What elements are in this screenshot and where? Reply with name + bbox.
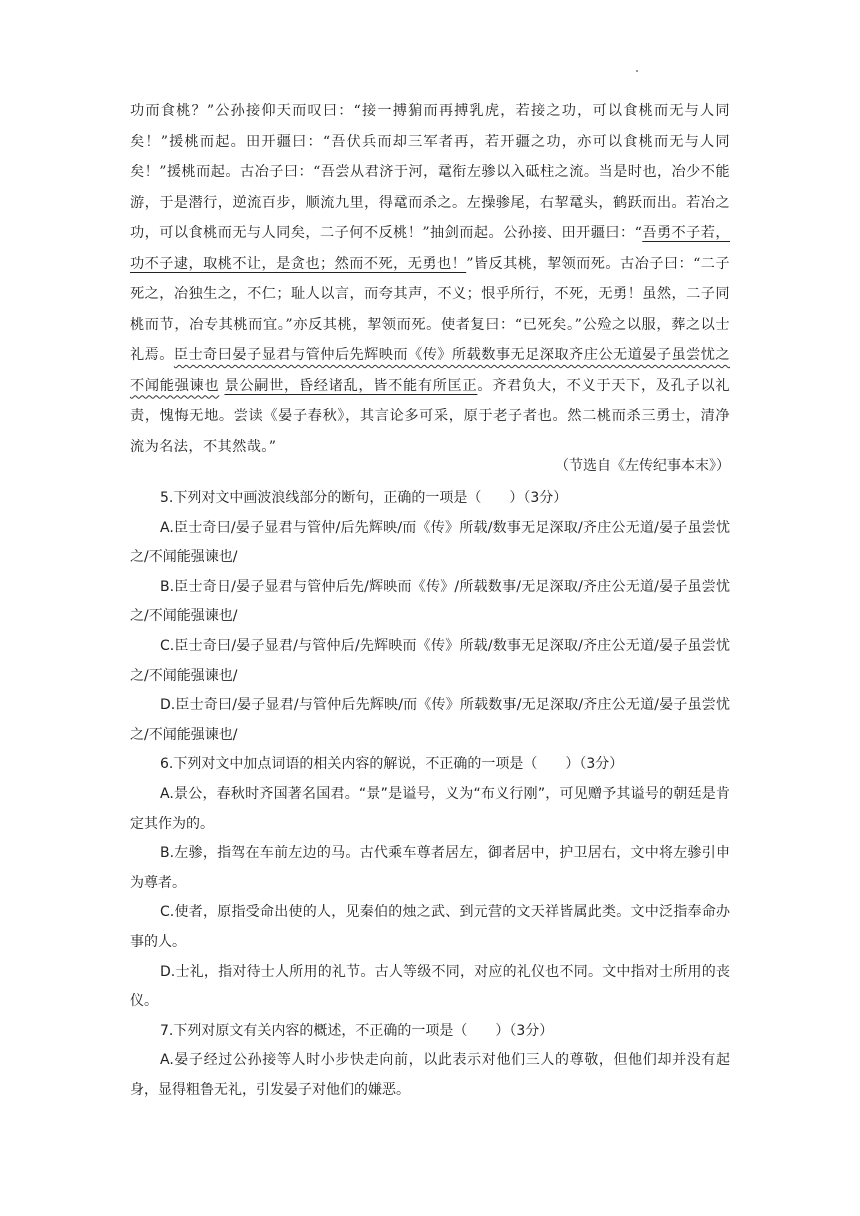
passage-text-4: 。齐君负大，不义于天下，及孔子以礼责，愧悔无地。尝读《晏子春秋》，其言论多可采，原于老子者也。然二桃而杀三勇士，清净流为名法，不其然哉。” — [130, 377, 730, 455]
question-5-option-b: B.臣士奇日/晏子显君与管仲后先/辉映而《传》/所载数事/无足深取/齐庄公无道/晏子虽尝忧之/不闻能强谏也/ — [130, 578, 730, 625]
passage-text-1: 功而食桃？”公孙接仰天而叹曰：“接一搏猏而再搏乳虎，若接之功，可以食桃而无与人同矣！”援桃而起。田开疆曰：“吾伏兵而却三军者再，若开疆之功，亦可以食桃而无与人同矣！”援桃而起。古冶子曰：“吾尝从君济于河，鼋衔左骖以入砥柱之流。当是时也，冶少不能游，于是潜行，逆流百步，顺流九里，得鼋而杀之。左操骖尾，右挈鼋头，鹤跃而出。若冶之功，可以食桃而无与人同矣，二子何不反桃！”抽剑而起。公孙接、田开疆曰：“ — [130, 103, 730, 241]
passage-text-2: ”皆反其桃，挈领而死。古冶子曰：“二子死之，冶独生之，不仁；耻人以言，而夸其声，不义；恨乎所行，不死，无勇！虽然，二子同桃而节，冶专其桃而宜。”亦反其桃，挈领而死。使者复曰：“已死矣。”公殓之以服，葬之以士礼焉。 — [130, 255, 731, 363]
question-6-option-c: C.使者，原指受命出使的人，见秦伯的烛之武、到元营的文天祥皆属此类。文中泛指奉命办事的人。 — [130, 904, 730, 950]
classical-passage — [130, 96, 730, 462]
underlined-sentence-2: 景公嗣世，昏经诸乱，皆不能有所匡正 — [224, 377, 478, 394]
question-7-option-a: A.晏子经过公孙接等人时小步快走向前，以此表示对他们三人的尊敬，但他们却并没有起身，显得粗鲁无礼，引发晏子对他们的嫌恶。 — [130, 1052, 730, 1098]
scan-dot — [636, 70, 638, 72]
question-6-option-d: D.士礼，指对待士人所用的礼节。古人等级不同，对应的礼仪也不同。文中指对士所用的丧仪。 — [130, 963, 730, 1010]
question-5-option-a: A.臣士奇曰/晏子显君与管仲/后先辉映/而《传》所载/数事无足深取/齐庄公无道/晏子虽尝忧之/不闻能强谏也/ — [130, 519, 730, 566]
question-6-option-a: A.景公，春秋时齐国著名国君。“景”是谥号，义为“布义行刚”，可见赠予其谥号的朝廷是肯定其作为的。 — [130, 785, 730, 832]
question-section — [130, 484, 730, 1105]
wavy-underline-segment: 臣士奇曰晏子显君与管仲后先辉映而《传》所载数事无足深取齐庄公无道晏子虽尝忧之不闻能强谏也 — [130, 347, 730, 394]
question-7-stem: 7.下列对原文有关内容的概述，不正确的一项是（ ）（3分） — [160, 1022, 554, 1039]
question-5-stem: 5.下列对文中画波浪线部分的断句，正确的一项是（ ）（3分） — [160, 490, 568, 506]
question-5-option-d: D.臣士奇曰/晏子显君/与管仲后先辉映/而《传》所载数事/无足深取/齐庄公无道/晏子虽尝忧之/不闻能强谏也/ — [130, 697, 730, 743]
question-6-option-b: B.左骖，指驾在车前左边的马。古代乘车尊者居左，御者居中，护卫居右，文中将左骖引申为尊者。 — [130, 845, 730, 891]
source-citation: （节选自《左传纪事本末》） — [555, 458, 730, 474]
passage-paragraph — [130, 96, 730, 462]
question-6-stem: 6.下列对文中加点词语的相关内容的解说，不正确的一项是（ ）（3分） — [160, 756, 624, 773]
question-5-option-c: C.臣士奇曰/晏子显君/与管仲后/先辉映而《传》所载/数事无足深取/齐庄公无道/晏子虽尝忧之/不闻能强谏也/ — [130, 637, 730, 684]
underlined-sentence-1: 吾勇不子若，功不子逮，取桃不让，是贪也；然而不死，无勇也！ — [130, 225, 730, 272]
